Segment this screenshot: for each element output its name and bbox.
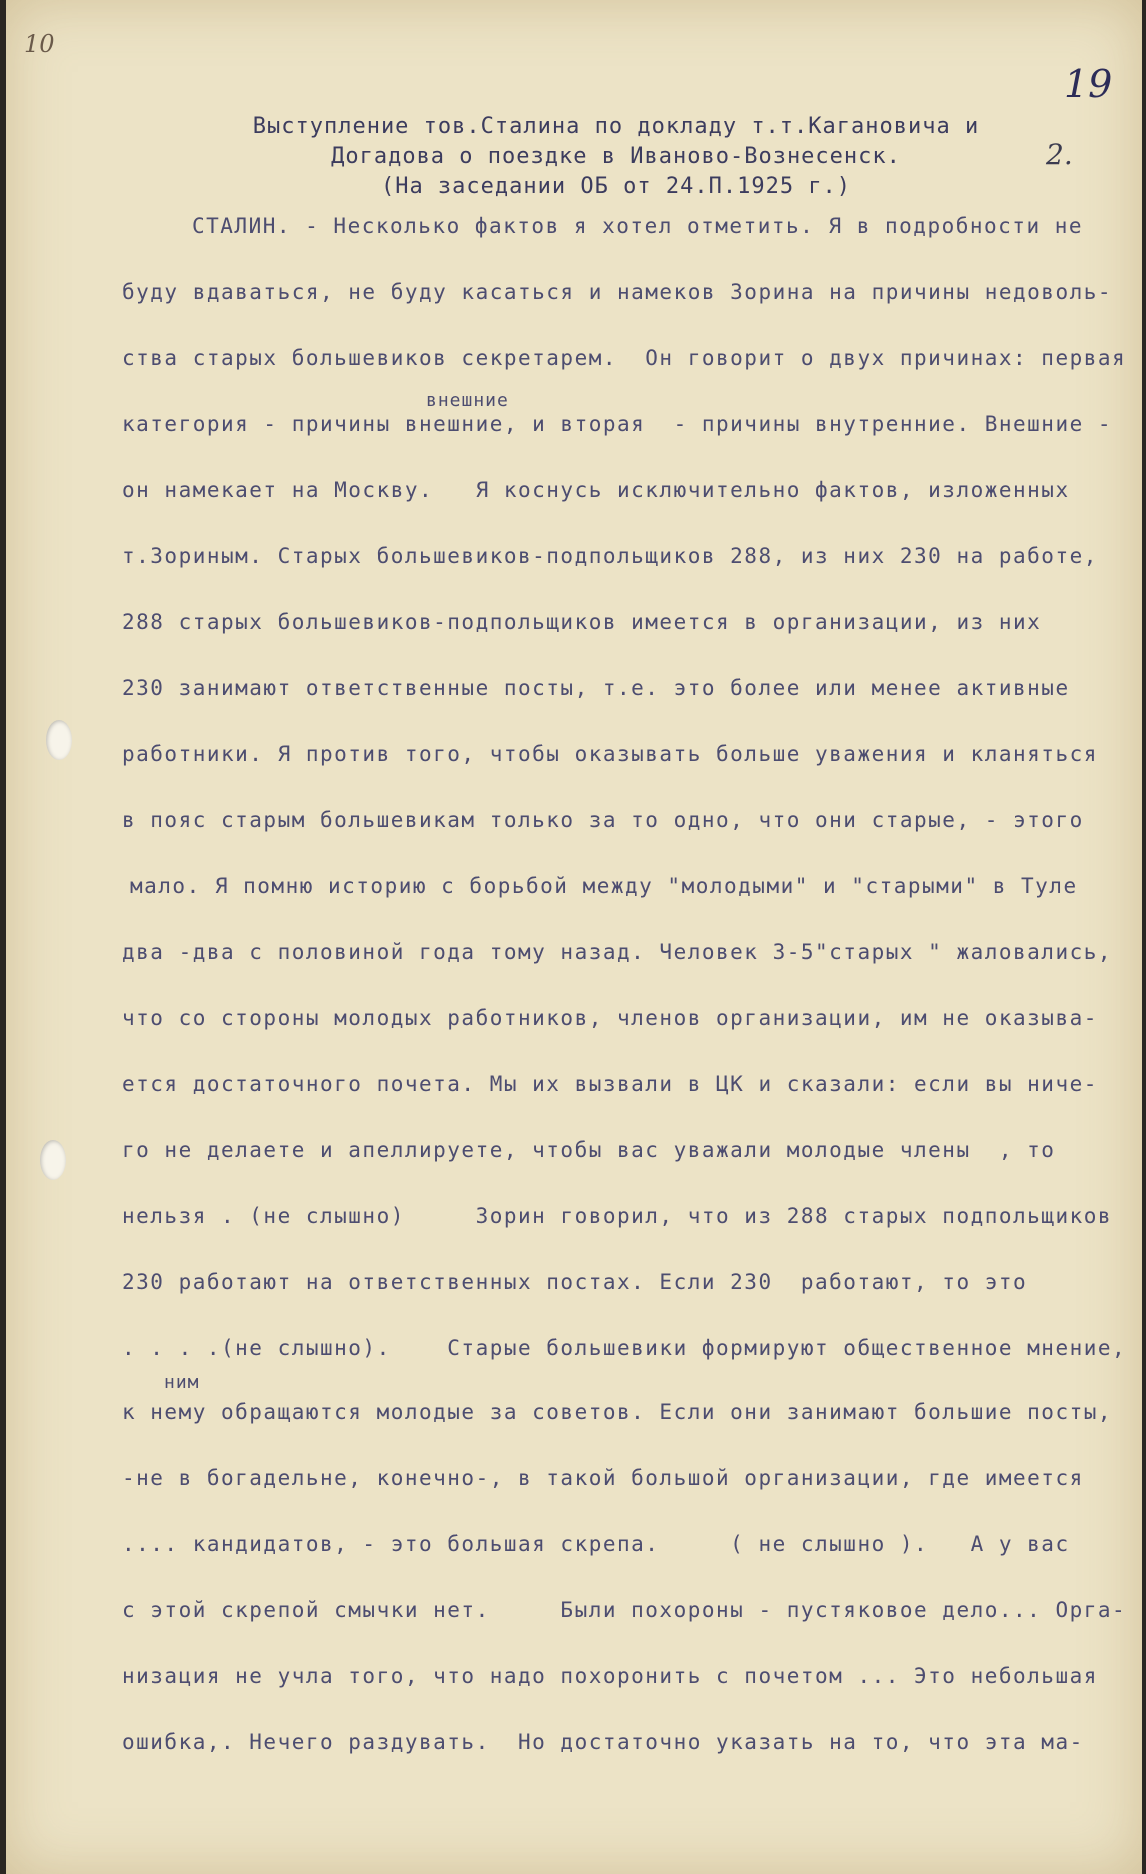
title-line: Выступление тов.Сталина по докладу т.т.Кагановича и [252, 114, 980, 139]
body-line: 288 старых большевиков-подпольщиков имеется в организации, из них [122, 610, 1042, 634]
body-line: ства старых большевиков секретарем. Он говорит о двух причинах: первая [122, 346, 1127, 370]
body-line: в пояс старым большевикам только за то одно, что они старые, - этого [122, 808, 1084, 832]
body-line: ошибка,. Нечего раздувать. Но достаточно указать на то, что эта ма- [122, 1730, 1084, 1754]
body-line: что со стороны молодых работников, членов организации, им не оказыва- [122, 1006, 1098, 1030]
body-line: низация не учла того, что надо похоронить с почетом ... Это небольшая [122, 1664, 1098, 1688]
document-page [6, 0, 1142, 1874]
handwritten-insertion: внешние [426, 390, 509, 411]
body-line: 230 работают на ответственных постах. Если 230 работают, то это [122, 1270, 1028, 1294]
body-line: категория - причины внешние, и вторая - причины внутренние. Внешние - [122, 412, 1113, 436]
body-line: буду вдаваться, не буду касаться и намеков Зорина на причины недоволь- [122, 280, 1113, 304]
body-line: с этой скрепой смычки нет. Были похороны - пустяковое дело... Орга- [122, 1598, 1127, 1622]
page-number-secondary: 2. [1046, 138, 1073, 171]
body-line: СТАЛИН. - Несколько фактов я хотел отметить. Я в подробности не [192, 214, 1084, 238]
page-number: 19 [1064, 62, 1113, 106]
body-line: . . . .(не слышно). Старые большевики формируют общественное мнение, [122, 1336, 1127, 1360]
body-line: нельзя . (не слышно) Зорин говорил, что из 288 старых подпольщиков [122, 1204, 1113, 1228]
body-line: он намекает на Москву. Я коснусь исключительно фактов, изложенных [122, 478, 1070, 502]
document-body [6, 0, 1142, 1874]
body-line: 230 занимают ответственные посты, т.е. это более или менее активные [122, 676, 1070, 700]
body-line: т.Зориным. Старых большевиков-подпольщиков 288, из них 230 на работе, [122, 544, 1098, 568]
body-line: мало. Я помню историю с борьбой между "молодыми" и "старыми" в Туле [130, 874, 1078, 898]
body-line: два -два с половиной года тому назад. Человек 3-5"старых " жаловались, [122, 940, 1113, 964]
body-line: ется достаточного почета. Мы их вызвали в ЦК и сказали: если вы ниче- [122, 1072, 1098, 1096]
title-line: (На заседании ОБ от 24.П.1925 г.) [380, 174, 852, 199]
body-line: -не в богадельне, конечно-, в такой большой организации, где имеется [122, 1466, 1084, 1490]
archive-sheet-number: 10 [24, 30, 55, 58]
handwritten-insertion: ним [164, 1372, 200, 1393]
body-line: .... кандидатов, - это большая скрепа. ( не слышно ). А у вас [122, 1532, 1070, 1556]
title-line: Догадова о поездке в Иваново-Вознесенск. [331, 144, 901, 169]
body-line: работники. Я против того, чтобы оказывать больше уважения и кланяться [122, 742, 1098, 766]
body-line: го не делаете и апеллируете, чтобы вас уважали молодые члены , то [122, 1138, 1056, 1162]
body-line: к нему обращаются молодые за советов. Если они занимают большие посты, [122, 1400, 1113, 1424]
